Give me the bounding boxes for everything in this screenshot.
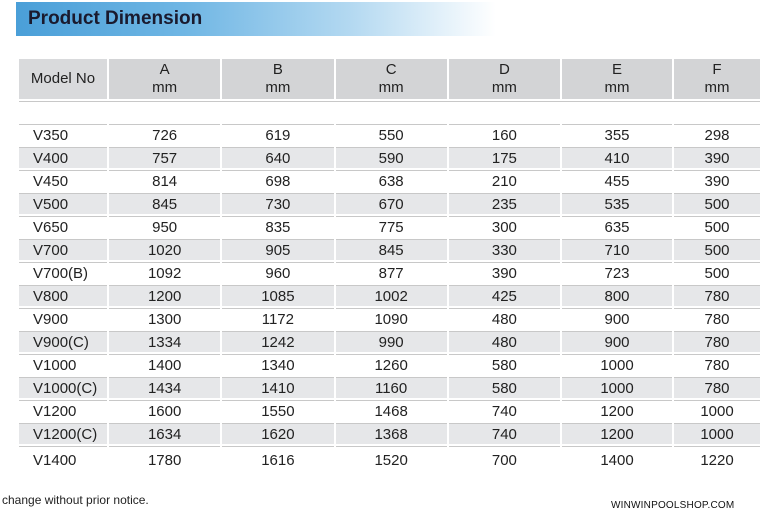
- column-header-b: [222, 59, 333, 99]
- dimension-cell-e: 410: [562, 147, 672, 168]
- dimension-cell-c: 670: [336, 193, 447, 214]
- dimension-cell-f: 780: [674, 285, 760, 306]
- dimension-cell-a: 1334: [109, 331, 220, 352]
- table-row: [19, 354, 760, 375]
- column-letter: B: [272, 61, 283, 78]
- dimension-cell-c: 1260: [336, 354, 447, 375]
- table-row: [19, 308, 760, 329]
- dimension-cell-b: 730: [222, 193, 333, 214]
- dimension-cell-c: 990: [336, 331, 447, 352]
- column-unit: mm: [604, 79, 630, 96]
- model-cell: V450: [19, 170, 107, 191]
- column-unit: mm: [491, 79, 517, 96]
- dimension-cell-d: 480: [449, 331, 560, 352]
- column-letter: E: [611, 61, 622, 78]
- column-header-d: [449, 59, 560, 99]
- spacer-cell: [19, 101, 760, 122]
- dimension-cell-f: 500: [674, 239, 760, 260]
- dimension-cell-b: 1085: [222, 285, 333, 306]
- footer-notice: change without prior notice.: [2, 493, 149, 507]
- dimension-cell-f: 780: [674, 354, 760, 375]
- model-cell: V650: [19, 216, 107, 237]
- table-row: [19, 147, 760, 168]
- dimension-cell-d: 235: [449, 193, 560, 214]
- table-row: [19, 262, 760, 283]
- table-row: [19, 124, 760, 145]
- dimension-cell-e: 1200: [562, 400, 672, 421]
- dimension-cell-d: 580: [449, 354, 560, 375]
- dimension-cell-b: 835: [222, 216, 333, 237]
- column-letter: D: [498, 61, 510, 78]
- footer-site: WINWINPOOLSHOP.COM: [611, 500, 735, 511]
- table-row: [19, 400, 760, 421]
- table-row: [19, 216, 760, 237]
- model-cell: V700: [19, 239, 107, 260]
- column-header-c: [336, 59, 447, 99]
- dimension-cell-c: 1160: [336, 377, 447, 398]
- column-letter: F: [712, 61, 722, 78]
- dimension-cell-a: 726: [109, 124, 220, 145]
- dimension-cell-b: 1242: [222, 331, 333, 352]
- dimension-cell-c: 590: [336, 147, 447, 168]
- dimension-cell-e: 535: [562, 193, 672, 214]
- dimension-cell-c: 1002: [336, 285, 447, 306]
- dimension-cell-b: 1410: [222, 377, 333, 398]
- dimension-cell-e: 1200: [562, 423, 672, 444]
- dimension-cell-c: 638: [336, 170, 447, 191]
- dimension-cell-b: 1550: [222, 400, 333, 421]
- dimension-cell-f: 500: [674, 193, 760, 214]
- dimension-cell-f: 1000: [674, 400, 760, 421]
- dimension-cell-e: 1400: [562, 446, 672, 474]
- model-cell: V1000: [19, 354, 107, 375]
- table-row: [19, 239, 760, 260]
- model-cell: V700(B): [19, 262, 107, 283]
- column-letter: A: [159, 61, 170, 78]
- dimension-cell-f: 780: [674, 308, 760, 329]
- dimension-cell-d: 740: [449, 400, 560, 421]
- page-title: Product Dimension: [28, 8, 203, 29]
- column-unit: mm: [152, 79, 178, 96]
- model-cell: V1200(C): [19, 423, 107, 444]
- dimension-cell-f: 500: [674, 262, 760, 283]
- dimension-cell-c: 1090: [336, 308, 447, 329]
- dimension-cell-f: 1220: [674, 446, 760, 474]
- dimension-cell-d: 480: [449, 308, 560, 329]
- dimension-cell-b: 698: [222, 170, 333, 191]
- dimension-cell-f: 298: [674, 124, 760, 145]
- table-row: [19, 193, 760, 214]
- dimension-cell-a: 1200: [109, 285, 220, 306]
- dimension-cell-a: 1780: [109, 446, 220, 474]
- dimension-cell-b: 960: [222, 262, 333, 283]
- dimension-cell-a: 1600: [109, 400, 220, 421]
- model-cell: V800: [19, 285, 107, 306]
- dimension-cell-a: 1300: [109, 308, 220, 329]
- dimension-cell-a: 950: [109, 216, 220, 237]
- table-row: [19, 331, 760, 352]
- dimension-table: [17, 57, 762, 476]
- model-cell: V500: [19, 193, 107, 214]
- column-letter: C: [385, 61, 397, 78]
- column-unit: mm: [265, 79, 291, 96]
- dimension-cell-b: 640: [222, 147, 333, 168]
- model-column-header: Model No: [19, 59, 107, 99]
- dimension-cell-c: 845: [336, 239, 447, 260]
- dimension-cell-c: 1520: [336, 446, 447, 474]
- header-spacer: [19, 101, 760, 122]
- dimension-cell-c: 550: [336, 124, 447, 145]
- table-row: [19, 423, 760, 444]
- dimension-cell-f: 390: [674, 170, 760, 191]
- dimension-cell-f: 500: [674, 216, 760, 237]
- dimension-cell-a: 1020: [109, 239, 220, 260]
- dimension-cell-e: 455: [562, 170, 672, 191]
- dimension-cell-d: 740: [449, 423, 560, 444]
- dimension-cell-e: 1000: [562, 354, 672, 375]
- dimension-cell-e: 900: [562, 308, 672, 329]
- dimension-cell-d: 425: [449, 285, 560, 306]
- column-header-e: [562, 59, 672, 99]
- table-row: [19, 377, 760, 398]
- dimension-cell-b: 1620: [222, 423, 333, 444]
- dimension-cell-e: 355: [562, 124, 672, 145]
- dimension-cell-d: 700: [449, 446, 560, 474]
- dimension-cell-e: 723: [562, 262, 672, 283]
- column-header-a: [109, 59, 220, 99]
- model-cell: V350: [19, 124, 107, 145]
- dimension-cell-a: 845: [109, 193, 220, 214]
- title-banner: [16, 2, 496, 36]
- dimension-cell-c: 1368: [336, 423, 447, 444]
- dimension-cell-d: 210: [449, 170, 560, 191]
- dimension-cell-d: 580: [449, 377, 560, 398]
- model-cell: V400: [19, 147, 107, 168]
- dimension-cell-e: 710: [562, 239, 672, 260]
- dimension-cell-a: 1634: [109, 423, 220, 444]
- table-body: [19, 124, 760, 474]
- dimension-cell-a: 1400: [109, 354, 220, 375]
- dimension-cell-b: 619: [222, 124, 333, 145]
- dimension-cell-e: 800: [562, 285, 672, 306]
- dimension-cell-a: 1092: [109, 262, 220, 283]
- column-unit: mm: [378, 79, 404, 96]
- dimension-cell-e: 900: [562, 331, 672, 352]
- dimension-cell-a: 814: [109, 170, 220, 191]
- dimension-cell-b: 1340: [222, 354, 333, 375]
- dimension-cell-c: 1468: [336, 400, 447, 421]
- dimension-cell-d: 160: [449, 124, 560, 145]
- model-cell: V900(C): [19, 331, 107, 352]
- dimension-cell-c: 877: [336, 262, 447, 283]
- dimension-cell-e: 635: [562, 216, 672, 237]
- table-header-row: [19, 59, 760, 99]
- dimension-cell-e: 1000: [562, 377, 672, 398]
- dimension-cell-f: 780: [674, 377, 760, 398]
- dimension-cell-d: 300: [449, 216, 560, 237]
- dimension-cell-d: 175: [449, 147, 560, 168]
- table-row: [19, 285, 760, 306]
- dimension-cell-f: 1000: [674, 423, 760, 444]
- model-cell: V900: [19, 308, 107, 329]
- dimension-cell-d: 330: [449, 239, 560, 260]
- dimension-cell-c: 775: [336, 216, 447, 237]
- table-row: [19, 446, 760, 474]
- model-cell: V1200: [19, 400, 107, 421]
- dimension-cell-b: 1616: [222, 446, 333, 474]
- dimension-cell-f: 390: [674, 147, 760, 168]
- dimension-cell-b: 905: [222, 239, 333, 260]
- column-unit: mm: [704, 79, 730, 96]
- dimension-cell-b: 1172: [222, 308, 333, 329]
- table-row: [19, 170, 760, 191]
- dimension-cell-a: 1434: [109, 377, 220, 398]
- column-header-f: [674, 59, 760, 99]
- model-cell: V1400: [19, 446, 107, 474]
- dimension-cell-a: 757: [109, 147, 220, 168]
- dimension-cell-d: 390: [449, 262, 560, 283]
- dimension-cell-f: 780: [674, 331, 760, 352]
- model-cell: V1000(C): [19, 377, 107, 398]
